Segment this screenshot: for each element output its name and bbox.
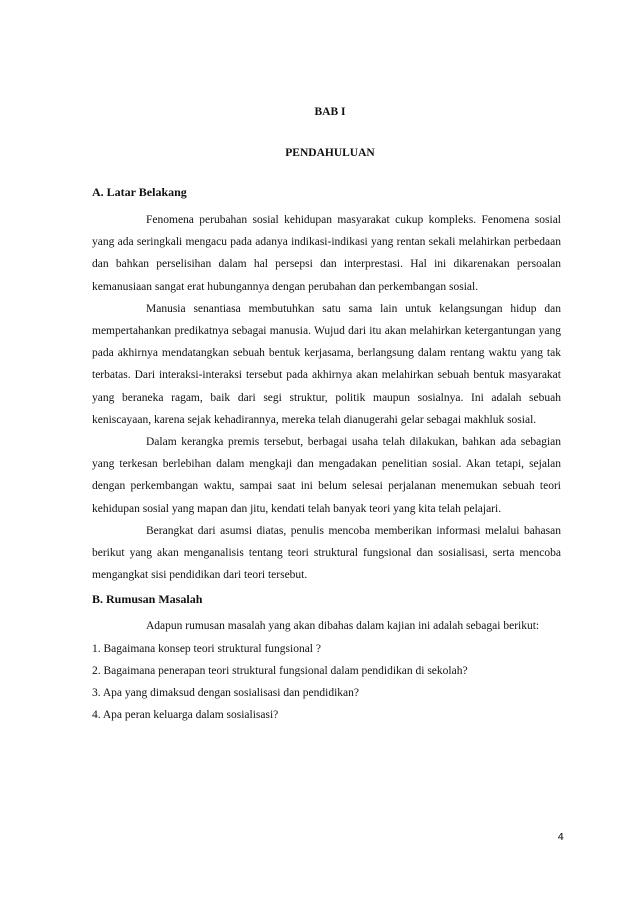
chapter-title: PENDAHULUAN xyxy=(285,147,375,159)
section-b-intro: Adapun rumusan masalah yang akan dibahas dalam kajian ini adalah sebagai berikut: xyxy=(146,620,540,633)
paragraph: Fenomena perubahan sosial kehidupan masyarakat cukup kompleks. Fenomena sosial yang ada seringkali mengacu pada adanya indikasi-indikasi yang rentan sekali melahirkan perbedaan dan bahkan perselisihan dalam hal persepsi dan interprestasi. Hal ini dikarenakan persoalan kemanusiaan sangat erat hubungannya dengan perubahan dan perkembangan sosial. xyxy=(92,214,561,293)
section-a-heading: A. Latar Belakang xyxy=(92,185,187,199)
list-item: 1. Bagaimana konsep teori struktural fungsional ? xyxy=(92,642,321,655)
list-item: 3. Apa yang dimaksud dengan sosialisasi dan pendidikan? xyxy=(92,687,360,700)
paragraph: Manusia senantiasa membutuhkan satu sama lain untuk kelangsungan hidup dan mempertahankan predikatnya sebagai manusia. Wujud dari itu akan melahirkan ketergantungan yang pada akhirnya mendatangkan sebuah bentuk kerjasama, berlangsung dalam rentang waktu yang tak terbatas. Dari interaksi-interaksi tersebut pada akhirnya akan melahirkan sebuah bentuk masyarakat yang beraneka ragam, baik dari segi struktur, politik maupun sosialnya. Ini adalah sebuah keniscayaan, karena sejak kehadirannya, mereka telah dianugerahi gelar sebagai makhluk sosial. xyxy=(92,302,561,426)
page-number: 4 xyxy=(557,832,564,843)
list-item: 2. Bagaimana penerapan teori struktural fungsional dalam pendidikan di sekolah? xyxy=(92,664,468,677)
chapter-number: BAB I xyxy=(314,106,346,118)
section-b-heading: B. Rumusan Masalah xyxy=(92,592,203,607)
document-body xyxy=(92,183,561,726)
paragraph: Berangkat dari asumsi diatas, penulis mencoba memberikan informasi melalui bahasan berikut yang akan menganalisis tentang teori struktural fungsional dan sosialisasi, serta mencoba mengangkat sisi pendidikan dari teori tersebut. xyxy=(92,524,561,582)
paragraph: Dalam kerangka premis tersebut, berbagai usaha telah dilakukan, bahkan ada sebagian yang terkesan berlebihan dalam mengkaji dan mengadakan penelitian sosial. Akan tetapi, sejalan dengan perkembangan waktu, sampai saat ini belum selesai perjalanan menemukan sebuah teori kehidupan sosial yang mapan dan jitu, kendati telah banyak teori yang kita telah pelajari. xyxy=(92,436,561,515)
list-item: 4. Apa peran keluarga dalam sosialisasi? xyxy=(92,709,279,722)
